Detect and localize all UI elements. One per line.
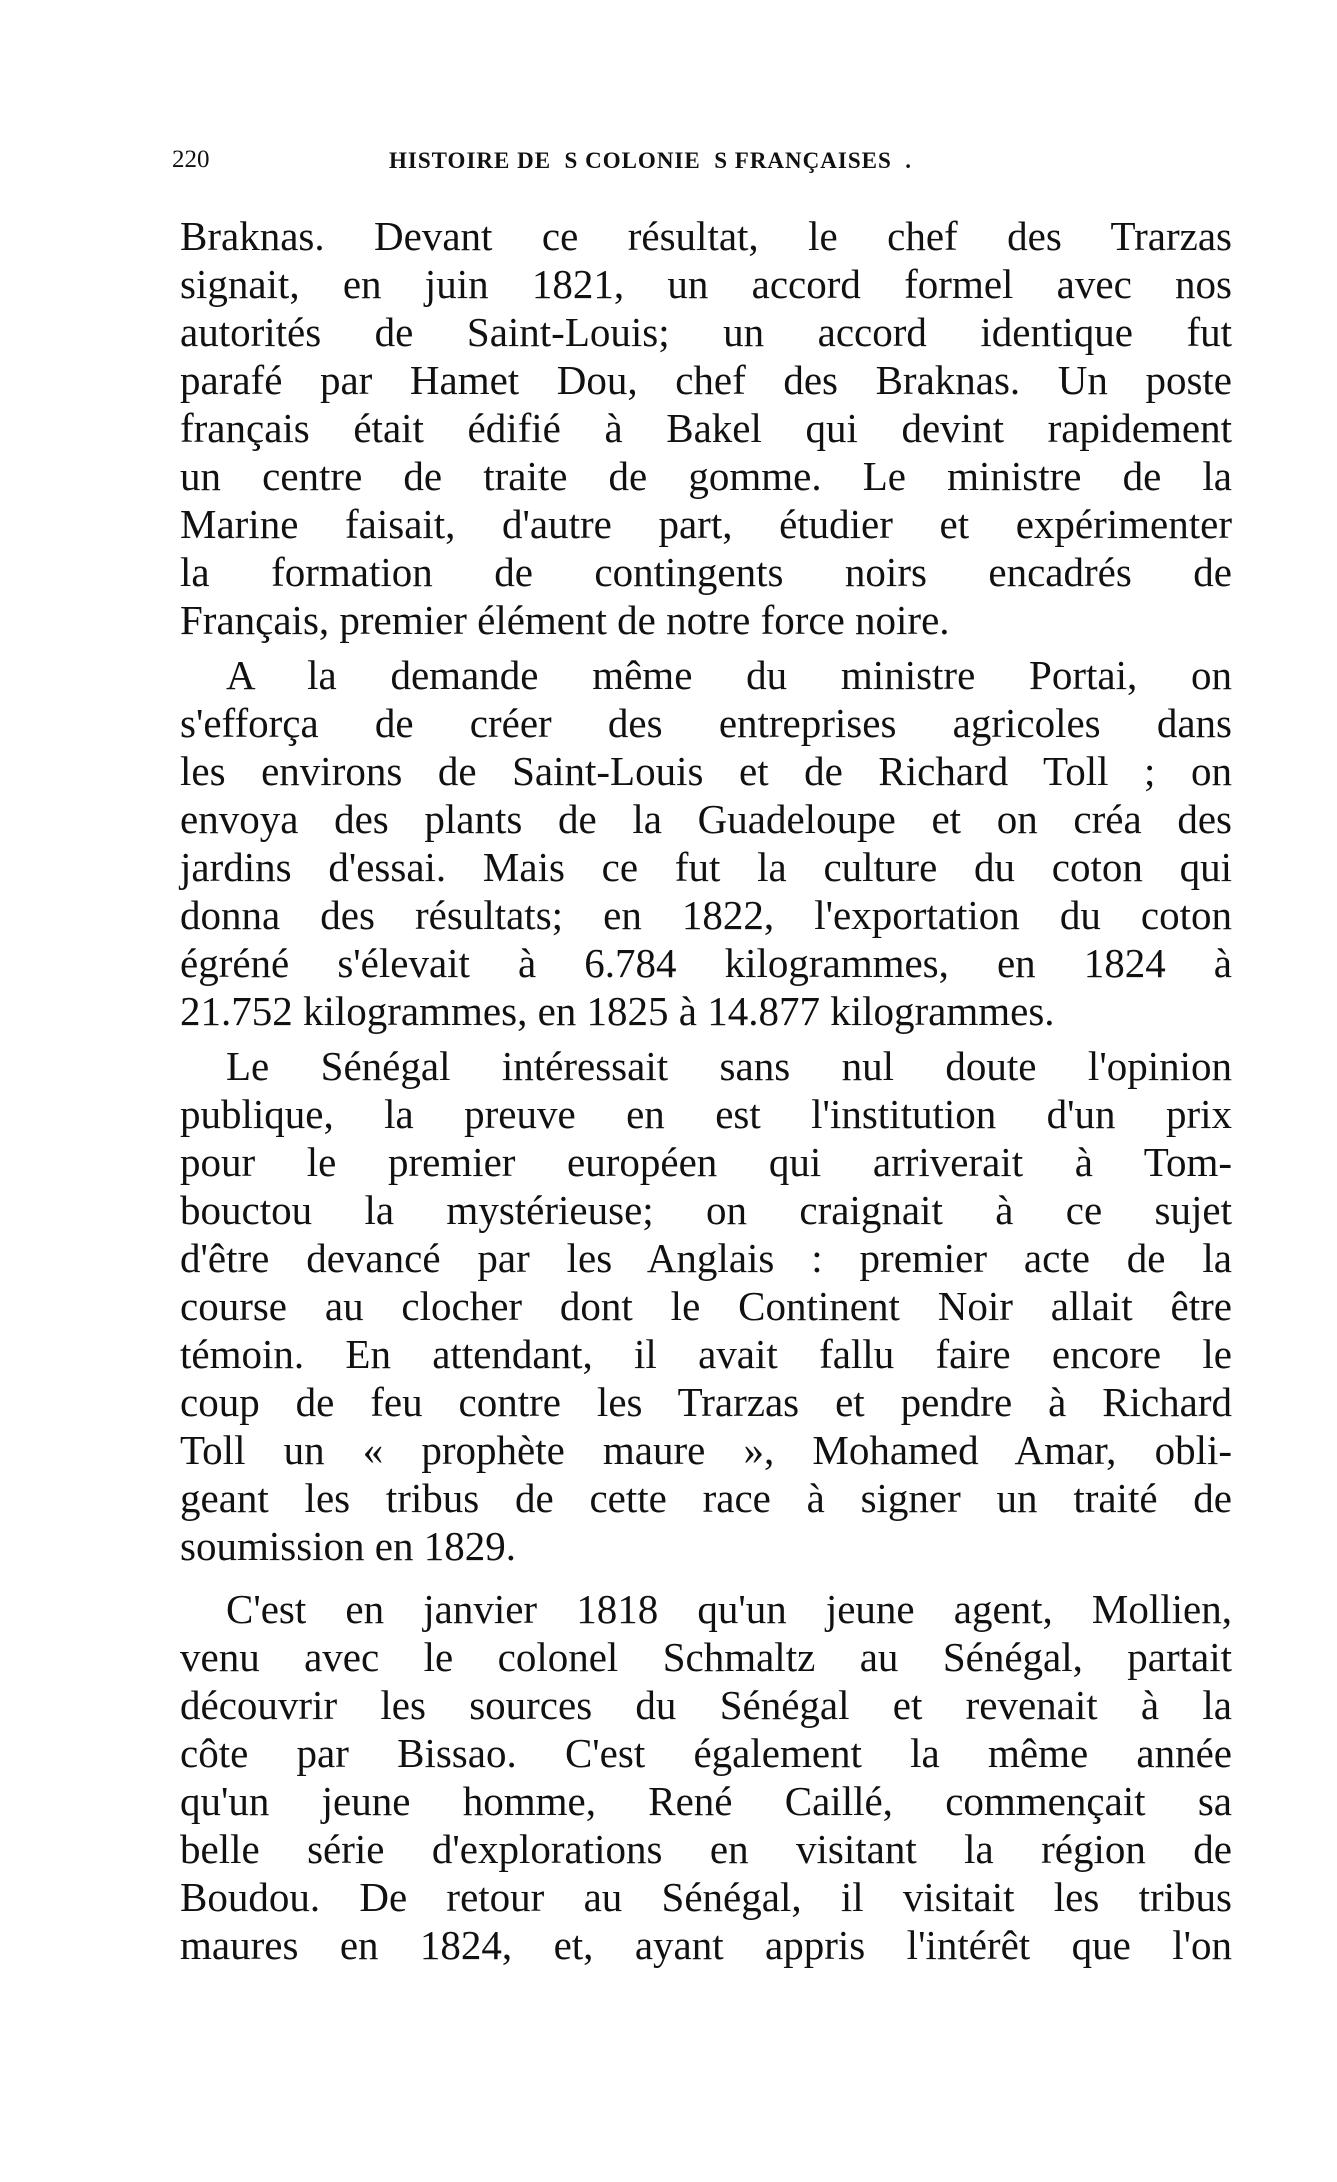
text-line: belle série d'explorations en visitant la région de: [180, 1826, 1232, 1872]
paragraph-3: [180, 1042, 1232, 1570]
running-title: HISTOIRE DE S COLONIE S FRANÇAISES .: [389, 148, 912, 173]
text-line: envoya des plants de la Guadeloupe et on créa des: [180, 796, 1232, 842]
text-line: Français, premier élément de notre force noire.: [180, 597, 950, 643]
text-line: pour le premier européen qui arriverait à Tom-: [180, 1139, 1232, 1185]
text-line: Boudou. De retour au Sénégal, il visitait les tribus: [180, 1874, 1232, 1920]
text-line: donna des résultats; en 1822, l'exportation du coton: [180, 892, 1232, 938]
text-line: français était édifié à Bakel qui devint rapidement: [180, 405, 1232, 451]
text-line: geant les tribus de cette race à signer un traité de: [180, 1475, 1232, 1521]
text-line: découvrir les sources du Sénégal et revenait à la: [180, 1682, 1232, 1728]
text-line: course au clocher dont le Continent Noir allait être: [180, 1283, 1232, 1329]
text-line: A la demande même du ministre Portai, on: [226, 652, 1232, 698]
paragraph-gap: [180, 1035, 1232, 1042]
text-line: égréné s'élevait à 6.784 kilogrammes, en 1824 à: [180, 940, 1232, 986]
text-line: autorités de Saint-Louis; un accord identique fut: [180, 309, 1232, 355]
text-line: publique, la preuve en est l'institution d'un prix: [180, 1091, 1232, 1137]
text-line: coup de feu contre les Trarzas et pendre à Richard: [180, 1379, 1232, 1425]
text-line: la formation de contingents noirs encadrés de: [180, 549, 1232, 595]
text-line: bouctou la mystérieuse; on craignait à ce sujet: [180, 1187, 1232, 1233]
text-line: côte par Bissao. C'est également la même année: [180, 1730, 1232, 1776]
paragraph-gap: [180, 1570, 1232, 1585]
text-line: soumission en 1829.: [180, 1523, 516, 1569]
text-line: 21.752 kilogrammes, en 1825 à 14.877 kilogrammes.: [180, 988, 1055, 1034]
text-line: témoin. En attendant, il avait fallu faire encore le: [180, 1331, 1232, 1377]
text-line: Braknas. Devant ce résultat, le chef des Trarzas: [180, 213, 1232, 259]
text-line: maures en 1824, et, ayant appris l'intérêt que l'on: [180, 1922, 1232, 1968]
text-line: venu avec le colonel Schmaltz au Sénégal, partait: [180, 1634, 1232, 1680]
text-line: s'efforça de créer des entreprises agricoles dans: [180, 700, 1232, 746]
text-line: qu'un jeune homme, René Caillé, commençait sa: [180, 1778, 1232, 1824]
page-number: 220: [172, 146, 210, 173]
text-line: Toll un « prophète maure », Mohamed Amar, obli-: [180, 1427, 1232, 1473]
text-line: C'est en janvier 1818 qu'un jeune agent, Mollien,: [226, 1586, 1232, 1632]
paragraph-4: [180, 1585, 1232, 1969]
paragraph-gap: [180, 644, 1232, 651]
text-line: Marine faisait, d'autre part, étudier et expérimenter: [180, 501, 1232, 547]
text-line: jardins d'essai. Mais ce fut la culture du coton qui: [180, 844, 1232, 890]
text-line: signait, en juin 1821, un accord formel avec nos: [180, 261, 1232, 307]
page-header: [172, 146, 1052, 186]
body-text: [180, 212, 1232, 1969]
text-line: Le Sénégal intéressait sans nul doute l'opinion: [226, 1043, 1232, 1089]
text-line: d'être devancé par les Anglais : premier acte de la: [180, 1235, 1232, 1281]
text-line: les environs de Saint-Louis et de Richard Toll ; on: [180, 748, 1232, 794]
text-line: parafé par Hamet Dou, chef des Braknas. Un poste: [180, 357, 1232, 403]
text-line: un centre de traite de gomme. Le ministre de la: [180, 453, 1232, 499]
paragraph-1: [180, 212, 1232, 644]
paragraph-2: [180, 651, 1232, 1035]
